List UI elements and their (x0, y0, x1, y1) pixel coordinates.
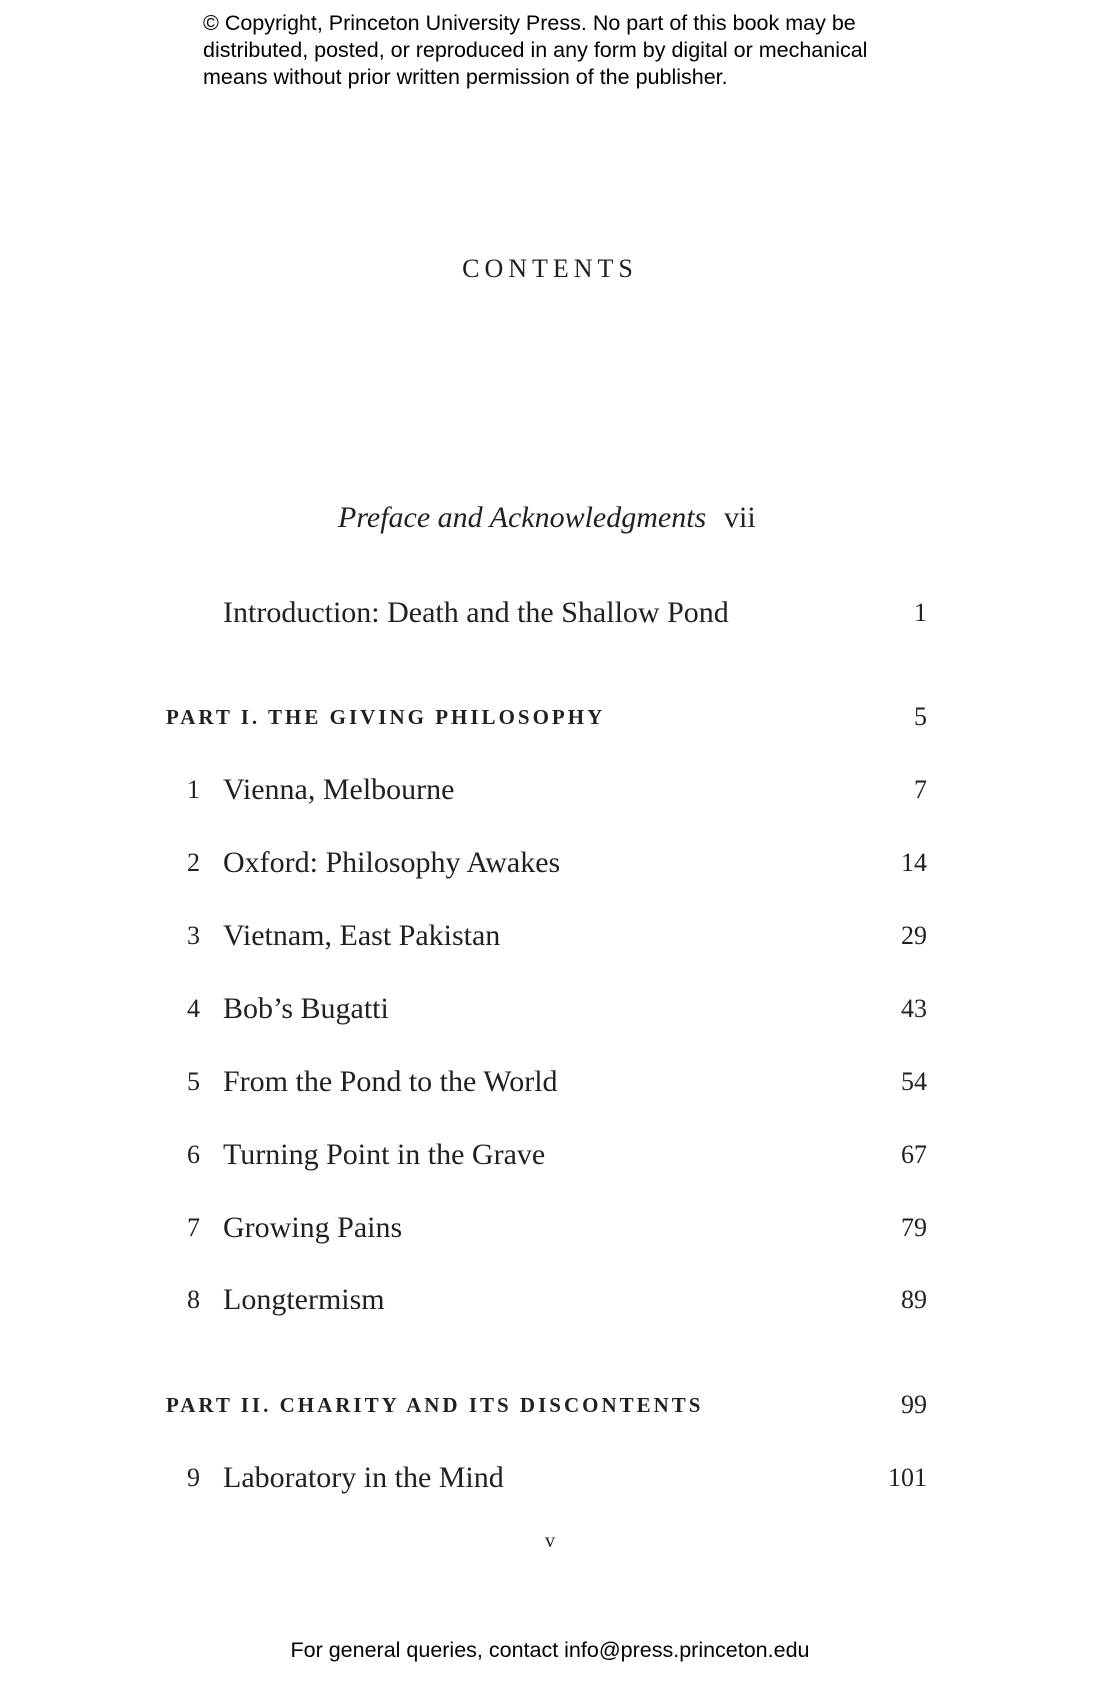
chapter-title: Laboratory in the Mind (223, 1461, 504, 1494)
toc-entry-page: 1 (914, 598, 927, 627)
chapter-page: 54 (901, 1067, 927, 1096)
toc-chapter-row (0, 916, 1100, 956)
chapter-page: 79 (901, 1213, 927, 1242)
toc-chapter-row (0, 1280, 1100, 1320)
toc-chapter-row (0, 843, 1100, 883)
chapter-page: 7 (914, 775, 927, 804)
chapter-title: Vietnam, East Pakistan (223, 919, 501, 952)
part-page: 5 (914, 702, 927, 731)
toc-chapter-row (0, 1062, 1100, 1102)
copyright-line: © Copyright, Princeton University Press. No part of this book may be (203, 11, 856, 35)
chapter-title: Bob’s Bugatti (223, 992, 389, 1025)
toc-chapter-row (0, 1458, 1100, 1498)
toc-entry-title: Introduction: Death and the Shallow Pond (223, 596, 729, 629)
toc-entry-introduction (0, 593, 1100, 633)
chapter-number: 3 (187, 921, 200, 950)
copyright-line: distributed, posted, or reproduced in any form by digital or mechanical (203, 38, 868, 62)
toc-chapter-row (0, 1208, 1100, 1248)
chapter-number: 2 (187, 848, 200, 877)
toc-entry-preface (338, 500, 756, 536)
copyright-notice (203, 10, 923, 91)
contact-footer: For general queries, contact info@press.princeton.edu (290, 1638, 810, 1662)
chapter-number: 8 (187, 1285, 200, 1314)
chapter-title: Vienna, Melbourne (223, 773, 455, 806)
chapter-page: 89 (901, 1285, 927, 1314)
chapter-page: 67 (901, 1140, 927, 1169)
toc-chapter-row (0, 1135, 1100, 1175)
page-title: CONTENTS (462, 254, 638, 283)
copyright-line: means without prior written permission of the publisher. (203, 65, 728, 89)
chapter-page: 14 (901, 848, 927, 877)
chapter-page: 29 (901, 921, 927, 950)
toc-part-heading (0, 1385, 1100, 1425)
chapter-number: 4 (187, 994, 200, 1023)
page-number: v (545, 1530, 555, 1552)
chapter-title: Oxford: Philosophy Awakes (223, 846, 561, 879)
toc-entry-title: Preface and Acknowledgments (338, 501, 707, 534)
toc-chapter-row (0, 770, 1100, 810)
chapter-title: From the Pond to the World (223, 1065, 558, 1098)
chapter-number: 6 (187, 1140, 200, 1169)
chapter-page: 101 (888, 1463, 927, 1492)
part-title: PART II. CHARITY AND ITS DISCONTENTS (166, 1393, 704, 1417)
chapter-title: Turning Point in the Grave (223, 1138, 546, 1171)
toc-chapter-row (0, 989, 1100, 1029)
chapter-title: Longtermism (223, 1283, 385, 1316)
toc-entry-page: vii (724, 501, 756, 534)
chapter-number: 5 (187, 1067, 200, 1096)
toc-part-heading (0, 697, 1100, 737)
part-title: PART I. THE GIVING PHILOSOPHY (166, 705, 606, 729)
chapter-title: Growing Pains (223, 1211, 403, 1244)
chapter-number: 9 (187, 1463, 200, 1492)
chapter-page: 43 (901, 994, 927, 1023)
chapter-number: 7 (187, 1213, 200, 1242)
chapter-number: 1 (187, 775, 200, 804)
part-page: 99 (901, 1390, 927, 1419)
